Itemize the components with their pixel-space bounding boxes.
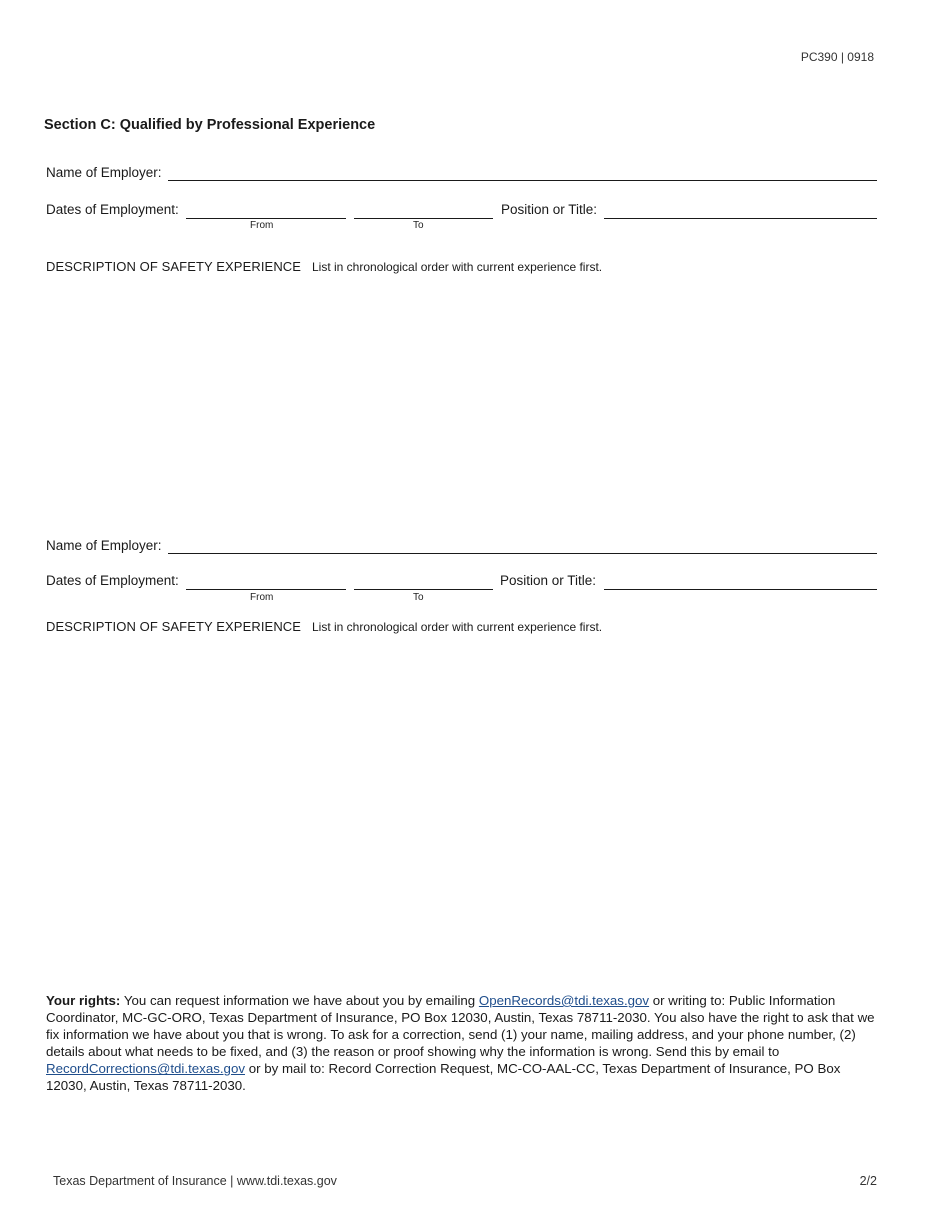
description-area[interactable] (46, 282, 878, 522)
position-field[interactable] (604, 589, 877, 590)
from-caption: From (250, 592, 274, 603)
from-caption: From (250, 220, 274, 231)
footer-org: Texas Department of Insurance | www.tdi.texas.gov (53, 1174, 337, 1188)
position-field[interactable] (604, 218, 877, 219)
dates-label: Dates of Employment: (46, 573, 179, 588)
description-area[interactable] (46, 642, 878, 972)
to-caption: To (413, 592, 424, 603)
position-label: Position or Title: (501, 202, 598, 217)
to-caption: To (413, 220, 424, 231)
description-note: List in chronological order with current experience first. (312, 620, 603, 634)
date-to-field[interactable] (354, 218, 493, 219)
form-code: PC390 | 0918 (800, 50, 874, 64)
employer-field[interactable] (168, 553, 877, 554)
rights-heading: Your rights: (46, 993, 121, 1008)
employer-label: Name of Employer: (46, 165, 162, 180)
date-from-field[interactable] (186, 218, 346, 219)
employer-field[interactable] (168, 180, 877, 181)
open-records-email-link[interactable]: OpenRecords@tdi.texas.gov (478, 993, 650, 1008)
description-note: List in chronological order with current experience first. (312, 260, 603, 274)
record-corrections-email-link[interactable]: RecordCorrections@tdi.texas.gov (46, 1061, 245, 1077)
section-title: Section C: Qualified by Professional Experience (44, 117, 376, 133)
employer-label: Name of Employer: (46, 538, 162, 553)
rights-notice (46, 992, 878, 1095)
rights-text-3: or by mail to: Record Correction Request, MC-CO-AAL-CC, Texas Department of Insurance, PO Box 12030, Austin, Texas 78711-2030. (46, 1061, 841, 1094)
page-number: 2/2 (859, 1174, 877, 1188)
rights-text-1: You can request information we have about you by emailing (120, 993, 479, 1008)
dates-label: Dates of Employment: (46, 202, 179, 217)
description-label: DESCRIPTION OF SAFETY EXPERIENCE (46, 259, 302, 274)
date-from-field[interactable] (186, 589, 346, 590)
position-label: Position or Title: (500, 573, 597, 588)
description-label: DESCRIPTION OF SAFETY EXPERIENCE (46, 619, 302, 634)
rights-text-2: or writing to: Public Information Coordinator, MC-GC-ORO, Texas Department of Insurance, PO Box 12030, Austin, Texas 78711-2030. You also have the right to ask that we fix information we have about you that is wrong. To ask for a correction, send (1) your name, mailing address, and your phone number, (2) details about what needs to be fixed, and (3) the reason or proof showing why the information is wrong. Send this by email to (46, 993, 875, 1060)
date-to-field[interactable] (354, 589, 493, 590)
